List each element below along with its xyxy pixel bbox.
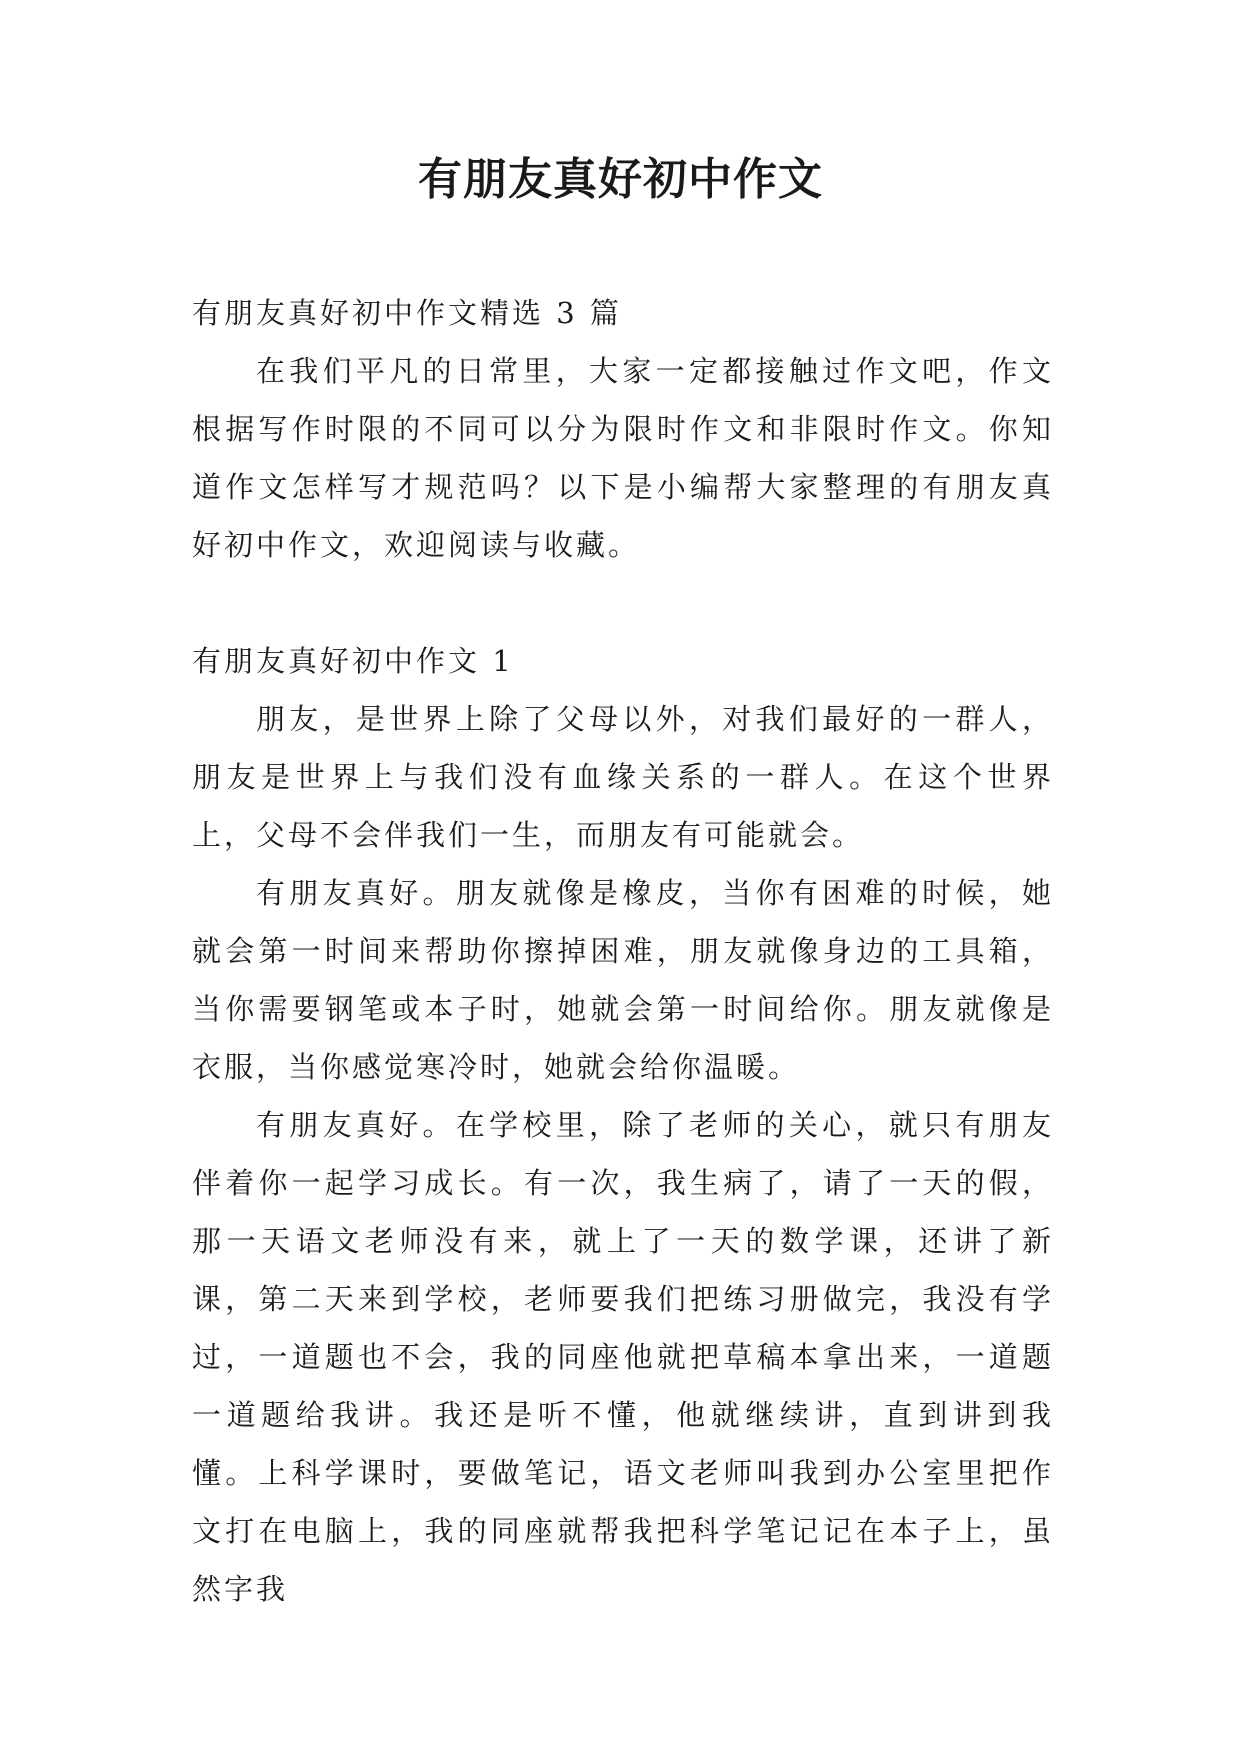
section-spacer	[192, 574, 1054, 632]
collection-subtitle: 有朋友真好初中作文精选 3 篇	[192, 296, 622, 330]
document-body	[192, 284, 1054, 1618]
body-paragraph: 有朋友真好。朋友就像是橡皮，当你有困难的时候，她就会第一时间来帮助你擦掉困难，朋友就像身边的工具箱，当你需要钢笔或本子时，她就会第一时间给你。朋友就像是衣服，当你感觉寒冷时，她就会给你温暖。	[192, 876, 1054, 1084]
body-paragraph: 朋友，是世界上除了父母以外，对我们最好的一群人，朋友是世界上与我们没有血缘关系的一群人。在这个世界上，父母不会伴我们一生，而朋友有可能就会。	[192, 702, 1054, 852]
document-title: 有朋友真好初中作文	[418, 154, 823, 205]
section-heading: 有朋友真好初中作文 1	[192, 644, 514, 678]
intro-paragraph: 在我们平凡的日常里，大家一定都接触过作文吧，作文根据写作时限的不同可以分为限时作文和非限时作文。你知道作文怎样写才规范吗？以下是小编帮大家整理的有朋友真好初中作文，欢迎阅读与收藏。	[192, 354, 1054, 562]
body-paragraph: 有朋友真好。在学校里，除了老师的关心，就只有朋友伴着你一起学习成长。有一次，我生病了，请了一天的假，那一天语文老师没有来，就上了一天的数学课，还讲了新课，第二天来到学校，老师要我们把练习册做完，我没有学过，一道题也不会，我的同座他就把草稿本拿出来，一道题一道题给我讲。我还是听不懂，他就继续讲，直到讲到我懂。上科学课时，要做笔记，语文老师叫我到办公室里把作文打在电脑上，我的同座就帮我把科学笔记记在本子上，虽然字我	[192, 1108, 1054, 1606]
